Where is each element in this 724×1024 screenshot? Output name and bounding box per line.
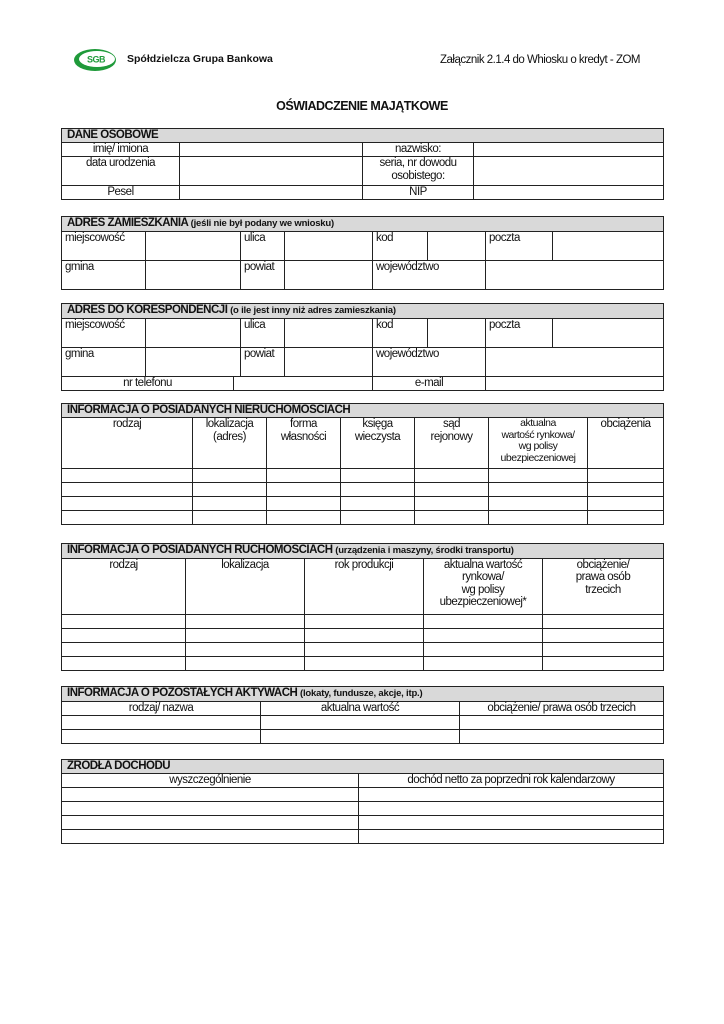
logo-badge: SGB — [86, 54, 106, 65]
label-corr-town: miejscowość — [62, 318, 146, 347]
field-corr-street[interactable] — [285, 318, 373, 347]
sgb-logo — [72, 44, 120, 74]
residence-header: ADRES ZAMIESZKANIA (jeśli nie był podany we wniosku) — [62, 217, 664, 232]
table-row[interactable] — [62, 788, 664, 802]
field-province[interactable] — [486, 260, 664, 289]
label-code: kod — [373, 231, 428, 260]
logo-name: Spółdzielcza Grupa Bankowa — [127, 53, 273, 65]
residence-address-table — [61, 216, 664, 290]
label-corr-province: województwo — [373, 347, 486, 376]
table-row[interactable] — [62, 483, 664, 497]
field-corr-post[interactable] — [553, 318, 664, 347]
income-sources-table — [61, 759, 664, 844]
in-col-item: wyszczególnienie — [62, 774, 359, 788]
re-col-value: aktualna wartość rynkowa/ wg polisy ubezpieczeniowej — [489, 418, 588, 469]
table-row[interactable] — [62, 497, 664, 511]
label-province: województwo — [373, 260, 486, 289]
personal-header: DANE OSOBOWE — [62, 129, 664, 143]
label-commune: gmina — [62, 260, 146, 289]
re-col-location: lokalizacja (adres) — [193, 418, 267, 469]
mv-col-value: aktualna wartość rynkowa/ wg polisy ubezpieczeniowej* — [424, 558, 543, 614]
re-col-ownership: forma własności — [267, 418, 341, 469]
table-row[interactable] — [62, 830, 664, 844]
label-first-name: imię/ imiona — [62, 143, 180, 157]
label-town: miejscowość — [62, 231, 146, 260]
movables-table — [61, 543, 664, 671]
table-row[interactable] — [62, 628, 664, 642]
field-birth-date[interactable] — [180, 157, 363, 186]
field-corr-commune[interactable] — [146, 347, 241, 376]
re-col-register: księga wieczysta — [341, 418, 415, 469]
real-estate-table — [61, 403, 664, 525]
correspondence-address-table — [61, 303, 664, 391]
field-pesel[interactable] — [180, 186, 363, 200]
income-header: ZRODŁA DOCHODU — [62, 760, 664, 774]
field-corr-code[interactable] — [428, 318, 486, 347]
field-email[interactable] — [486, 376, 664, 390]
field-corr-town[interactable] — [146, 318, 241, 347]
field-district[interactable] — [285, 260, 373, 289]
label-birth-date: data urodzenia — [62, 157, 180, 186]
label-nip: NIP — [363, 186, 474, 200]
table-row[interactable] — [62, 802, 664, 816]
document-title: OŚWIADCZENIE MAJĄTKOWE — [276, 99, 448, 113]
mv-col-location: lokalizacja — [186, 558, 305, 614]
field-post[interactable] — [553, 231, 664, 260]
as-col-type: rodzaj/ nazwa — [62, 701, 261, 715]
personal-data-table — [61, 128, 664, 200]
as-col-burden: obciążenie/ prawa osób trzecich — [460, 701, 664, 715]
label-surname: nazwisko: — [363, 143, 474, 157]
field-phone[interactable] — [234, 376, 373, 390]
label-corr-district: powiat — [241, 347, 285, 376]
assets-header: INFORMACJA O POZOSTAŁYCH AKTYWACH (lokaty, fundusze, akcje, itp.) — [62, 687, 664, 702]
movables-header: INFORMACJA O POSIADANYCH RUCHOMOSCIACH (urządzenia i maszyny, środki transportu) — [62, 544, 664, 559]
label-corr-code: kod — [373, 318, 428, 347]
field-corr-province[interactable] — [486, 347, 664, 376]
table-row[interactable] — [62, 816, 664, 830]
table-row[interactable] — [62, 656, 664, 670]
label-phone: nr telefonu — [62, 376, 234, 390]
label-pesel: Pesel — [62, 186, 180, 200]
label-district: powiat — [241, 260, 285, 289]
field-town[interactable] — [146, 231, 241, 260]
real-estate-header: INFORMACJA O POSIADANYCH NIERUCHOMOSCIACH — [62, 404, 664, 418]
label-email: e-mail — [373, 376, 486, 390]
label-id-card: seria, nr dowodu osobistego: — [363, 157, 474, 186]
field-id-card[interactable] — [474, 157, 664, 186]
as-col-value: aktualna wartość — [261, 701, 460, 715]
table-row[interactable] — [62, 511, 664, 525]
table-row[interactable] — [62, 715, 664, 729]
field-street[interactable] — [285, 231, 373, 260]
other-assets-table — [61, 686, 664, 744]
label-corr-street: ulica — [241, 318, 285, 347]
mv-col-type: rodzaj — [62, 558, 186, 614]
in-col-income: dochód netto za poprzedni rok kalendarzowy — [359, 774, 664, 788]
table-row[interactable] — [62, 642, 664, 656]
re-col-burden: obciążenia — [588, 418, 664, 469]
table-row[interactable] — [62, 614, 664, 628]
mv-col-burden: obciążenie/ prawa osób trzecich — [543, 558, 664, 614]
annex-label: Załącznik 2.1.4 do Whiosku o kredyt - ZOM — [440, 54, 640, 66]
table-row[interactable] — [62, 469, 664, 483]
mv-col-year: rok produkcji — [305, 558, 424, 614]
field-nip[interactable] — [474, 186, 664, 200]
label-street: ulica — [241, 231, 285, 260]
label-corr-post: poczta — [486, 318, 553, 347]
field-first-name[interactable] — [180, 143, 363, 157]
field-surname[interactable] — [474, 143, 664, 157]
label-post: poczta — [486, 231, 553, 260]
re-col-court: sąd rejonowy — [415, 418, 489, 469]
correspondence-header: ADRES DO KORESPONDENCJI (o ile jest inny niż adres zamieszkania) — [62, 304, 664, 319]
field-code[interactable] — [428, 231, 486, 260]
re-col-type: rodzaj — [62, 418, 193, 469]
field-commune[interactable] — [146, 260, 241, 289]
field-corr-district[interactable] — [285, 347, 373, 376]
label-corr-commune: gmina — [62, 347, 146, 376]
table-row[interactable] — [62, 729, 664, 743]
